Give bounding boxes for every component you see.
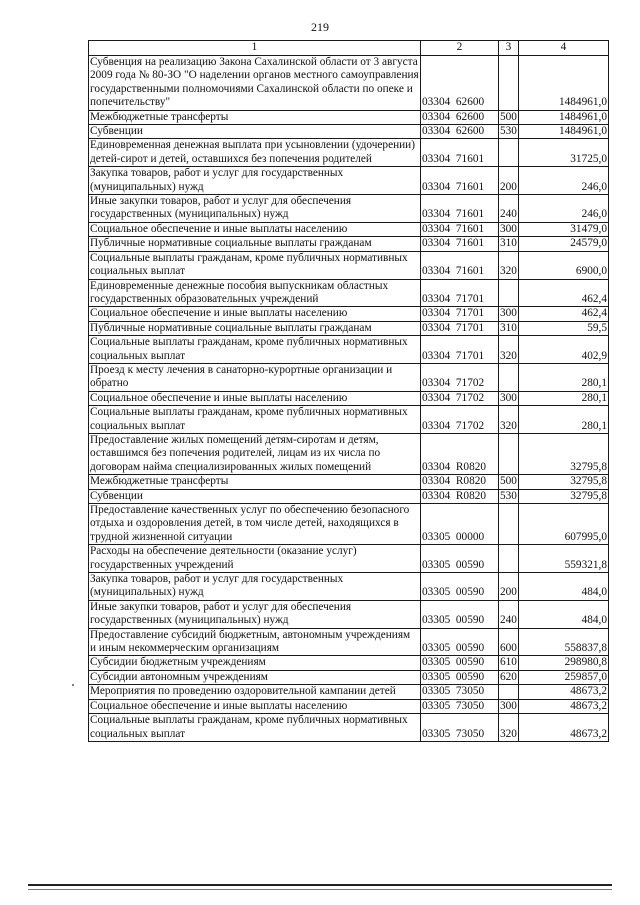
table-row <box>89 573 609 601</box>
header-col-3: 3 <box>499 41 519 56</box>
row-name: Закупка товаров, работ и услуг для государственных (муниципальных) нужд <box>89 573 421 601</box>
row-code: 03305 73050 <box>421 685 499 699</box>
row-name: Социальные выплаты гражданам, кроме публичных нормативных социальных выплат <box>89 406 421 434</box>
row-expense-type: 240 <box>499 600 519 628</box>
table-row <box>89 279 609 307</box>
row-amount: 259857,0 <box>519 670 609 684</box>
table-row <box>89 489 609 503</box>
row-code: 03304 71702 <box>421 363 499 391</box>
row-expense-type <box>499 545 519 573</box>
row-name: Предоставление жилых помещений детям-сиротам и детям, оставшимся без попечения родителей, лицам из их числа по договорам найма специализированных жилых помещений <box>89 433 421 474</box>
row-code: 03305 00000 <box>421 504 499 545</box>
row-expense-type: 200 <box>499 167 519 195</box>
row-name: Социальное обеспечение и иные выплаты населению <box>89 222 421 236</box>
row-code: 03304 71701 <box>421 307 499 321</box>
row-name: Субсидии автономным учреждениям <box>89 670 421 684</box>
row-expense-type: 310 <box>500 321 517 334</box>
row-code: 03304 71701 <box>421 321 499 335</box>
row-name: Мероприятия по проведению оздоровительной кампании детей <box>89 685 421 699</box>
row-expense-type <box>499 433 519 474</box>
row-name: Публичные нормативные социальные выплаты гражданам <box>89 237 421 251</box>
row-code: 03305 73050 <box>421 714 499 742</box>
row-code: 03305 00590 <box>421 670 499 684</box>
scan-dot <box>72 684 74 686</box>
table-row <box>89 628 609 656</box>
row-amount: 246,0 <box>519 167 609 195</box>
row-code: 03304 71701 <box>421 279 499 307</box>
table-row <box>89 336 609 364</box>
row-amount: 484,0 <box>519 573 609 601</box>
table-row <box>89 475 609 489</box>
row-name: Проезд к месту лечения в санаторно-курортные организации и обратно <box>89 363 421 391</box>
row-name: Субвенции <box>89 489 421 503</box>
row-amount: 31725,0 <box>519 139 609 167</box>
row-code: 03304 62600 <box>421 125 499 139</box>
row-code: 03305 73050 <box>421 699 499 713</box>
row-expense-type: 500 <box>500 475 517 488</box>
row-name: Единовременные денежные пособия выпускникам областных государственных образовательных учреждений <box>89 279 421 307</box>
row-name: Социальное обеспечение и иные выплаты населению <box>89 307 421 321</box>
row-expense-type <box>499 139 519 167</box>
row-expense-type: 500 <box>500 110 517 123</box>
row-code: 03304 62600 <box>421 110 499 124</box>
row-amount: 559321,8 <box>519 545 609 573</box>
row-name: Социальные выплаты гражданам, кроме публичных нормативных социальных выплат <box>89 336 421 364</box>
row-amount: 298980,8 <box>519 656 609 670</box>
table-row <box>89 110 609 124</box>
row-name: Субвенция на реализацию Закона Сахалинской области от 3 августа 2009 года № 80-ЗО "О наделении органов местного самоуправления государственными полномочиями Сахалинской области по опеке и попечительству" <box>90 56 419 109</box>
row-expense-type <box>499 279 519 307</box>
table-row <box>89 222 609 236</box>
row-name: Социальные выплаты гражданам, кроме публичных нормативных социальных выплат <box>89 714 421 742</box>
table-row <box>89 545 609 573</box>
table-row <box>89 600 609 628</box>
row-expense-type <box>499 363 519 391</box>
row-amount: 32795,8 <box>519 489 609 503</box>
row-amount: 607995,0 <box>519 504 609 545</box>
row-code: 03304 71601 <box>421 195 499 223</box>
row-expense-type <box>499 504 519 545</box>
row-amount: 59,5 <box>519 321 609 335</box>
table-row <box>89 139 609 167</box>
table-row <box>89 685 609 699</box>
header-col-4: 4 <box>519 41 609 56</box>
row-amount: 31479,0 <box>519 222 609 236</box>
row-name: Субсидии бюджетным учреждениям <box>89 656 421 670</box>
row-code: 03304 71601 <box>421 251 499 279</box>
row-code: 03305 00590 <box>421 573 499 601</box>
row-code: 03305 00590 <box>421 628 499 656</box>
table-row <box>89 433 609 474</box>
row-expense-type: 320 <box>499 406 519 434</box>
row-amount: 32795,8 <box>519 475 609 489</box>
table-header-row <box>89 41 609 56</box>
row-name: Социальное обеспечение и иные выплаты населению <box>89 391 421 405</box>
row-expense-type: 530 <box>500 489 517 502</box>
row-amount: 462,4 <box>519 279 609 307</box>
row-name: Межбюджетные трансферты <box>89 475 421 489</box>
row-expense-type: 320 <box>499 336 519 364</box>
row-amount: 484,0 <box>519 600 609 628</box>
row-expense-type: 300 <box>500 307 517 320</box>
row-code: 03304 71702 <box>421 391 499 405</box>
row-name: Расходы на обеспечение деятельности (оказание услуг) государственных учреждений <box>89 545 421 573</box>
table-row <box>89 237 609 251</box>
row-name: Предоставление субсидий бюджетным, автономным учреждениям и иным некоммерческим организациям <box>89 628 421 656</box>
row-name: Социальные выплаты гражданам, кроме публичных нормативных социальных выплат <box>89 251 421 279</box>
row-code: 03304 71701 <box>421 336 499 364</box>
budget-table <box>88 40 609 742</box>
row-expense-type: 610 <box>500 656 517 669</box>
table-row <box>89 363 609 391</box>
table-row <box>89 504 609 545</box>
row-expense-type: 530 <box>500 125 517 138</box>
row-expense-type: 310 <box>500 237 517 250</box>
row-name: Предоставление качественных услуг по обеспечению безопасного отдыха и оздоровления детей, в том числе детей, находящихся в трудной жизненной ситуации <box>89 504 421 545</box>
row-code: 03304 71601 <box>421 167 499 195</box>
bottom-rule-thin <box>28 889 612 890</box>
row-expense-type: 300 <box>500 222 517 235</box>
table-row <box>89 406 609 434</box>
row-expense-type: 200 <box>499 573 519 601</box>
table-row <box>89 167 609 195</box>
row-name: Межбюджетные трансферты <box>89 110 421 124</box>
table-row <box>89 670 609 684</box>
row-amount: 1484961,0 <box>519 56 609 111</box>
row-amount: 246,0 <box>519 195 609 223</box>
table-row <box>89 656 609 670</box>
row-expense-type: 320 <box>499 251 519 279</box>
row-code: 03304 R0820 <box>421 433 499 474</box>
row-amount: 280,1 <box>519 406 609 434</box>
row-code: 03304 71702 <box>421 406 499 434</box>
row-amount: 280,1 <box>519 363 609 391</box>
table-row <box>89 321 609 335</box>
row-code: 03304 R0820 <box>421 489 499 503</box>
table-row <box>89 307 609 321</box>
row-code: 03305 00590 <box>421 545 499 573</box>
row-name: Иные закупки товаров, работ и услуг для обеспечения государственных (муниципальных) нужд <box>89 600 421 628</box>
row-expense-type: 620 <box>500 670 517 683</box>
row-amount: 48673,2 <box>519 699 609 713</box>
row-amount: 402,9 <box>519 336 609 364</box>
table-row <box>89 125 609 139</box>
row-code: 03305 00590 <box>421 656 499 670</box>
row-code: 03304 71601 <box>421 237 499 251</box>
row-amount: 48673,2 <box>519 714 609 742</box>
row-name: Закупка товаров, работ и услуг для государственных (муниципальных) нужд <box>89 167 421 195</box>
row-amount: 48673,2 <box>519 685 609 699</box>
row-amount: 32795,8 <box>519 433 609 474</box>
row-amount: 6900,0 <box>519 251 609 279</box>
row-code: 03304 71601 <box>421 222 499 236</box>
row-expense-type <box>499 56 519 111</box>
row-code: 03304 71601 <box>421 139 499 167</box>
table-body <box>89 56 609 742</box>
bottom-rule <box>28 884 612 886</box>
row-name: Субвенции <box>89 125 421 139</box>
row-code: 03304 62600 <box>421 56 499 111</box>
row-amount: 558837,8 <box>519 628 609 656</box>
row-amount: 280,1 <box>519 391 609 405</box>
row-name: Единовременная денежная выплата при усыновлении (удочерении) детей-сирот и детей, оставшихся без попечения родителей <box>89 139 421 167</box>
header-col-1: 1 <box>89 41 421 56</box>
row-expense-type: 600 <box>499 628 519 656</box>
row-amount: 24579,0 <box>519 237 609 251</box>
row-expense-type: 300 <box>500 699 517 712</box>
header-col-2: 2 <box>421 41 499 56</box>
row-name: Публичные нормативные социальные выплаты гражданам <box>89 321 421 335</box>
row-name: Иные закупки товаров, работ и услуг для обеспечения государственных (муниципальных) нужд <box>89 195 421 223</box>
row-expense-type: 320 <box>499 714 519 742</box>
table-row <box>89 714 609 742</box>
table-row <box>89 391 609 405</box>
row-amount: 1484961,0 <box>519 110 609 124</box>
row-amount: 462,4 <box>519 307 609 321</box>
row-code: 03305 00590 <box>421 600 499 628</box>
table-row <box>89 699 609 713</box>
row-expense-type <box>499 685 519 699</box>
row-name: Социальное обеспечение и иные выплаты населению <box>89 699 421 713</box>
row-expense-type: 240 <box>499 195 519 223</box>
table-row <box>89 195 609 223</box>
page-number: 219 <box>311 20 329 34</box>
row-amount: 1484961,0 <box>519 125 609 139</box>
row-expense-type: 300 <box>500 391 517 404</box>
table-row <box>89 251 609 279</box>
row-code: 03304 R0820 <box>421 475 499 489</box>
table-row <box>89 56 609 111</box>
